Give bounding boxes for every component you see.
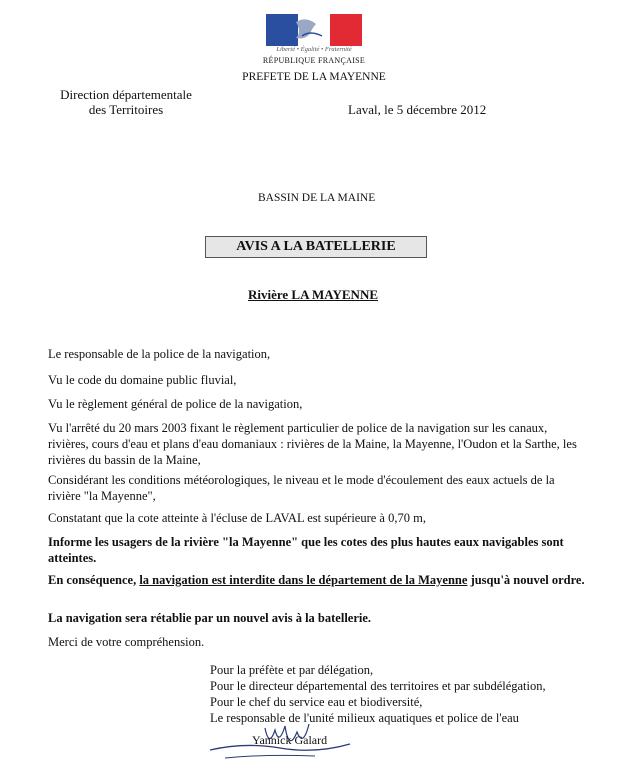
signature-line2: Pour le directeur départemental des territoires et par subdélégation, <box>210 679 546 693</box>
paragraph-conditions: Considérant les conditions météorologiques, le niveau et le mode d'écoulement des eaux actuels de la rivière "la Mayenne", <box>48 473 555 503</box>
paragraph-consequence <box>48 572 590 588</box>
paragraph-code: Vu le code du domaine public fluvial, <box>48 373 237 387</box>
document-date: Laval, le 5 décembre 2012 <box>348 102 487 117</box>
paragraph-arrete: Vu l'arrêté du 20 mars 2003 fixant le règlement particulier de police de la navigation sur les canaux, rivières, cours d'eau et plans d'eau domaniaux : rivières de la Maine, la Mayenne, l'Oudon et la Sarthe, les rivières du bassin de la Maine, <box>48 421 577 467</box>
river-heading: Rivière LA MAYENNE <box>248 287 378 302</box>
signature-line4: Le responsable de l'unité milieux aquatiques et police de l'eau <box>210 711 519 725</box>
republic-text: RÉPUBLIQUE FRANÇAISE <box>262 56 366 65</box>
motto-text: Liberté • Égalité • Fraternité <box>276 46 352 53</box>
paragraph-reglement: Vu le règlement général de police de la navigation, <box>48 397 303 411</box>
paragraph-informe: Informe les usagers de la rivière "la Mayenne" que les cotes des plus hautes eaux navigables sont atteintes. <box>48 535 564 565</box>
paragraph-merci: Merci de votre compréhension. <box>48 635 205 649</box>
paragraph-cote: Constatant que la cote atteinte à l'écluse de LAVAL est supérieure à 0,70 m, <box>48 511 426 525</box>
prefecture-text: PREFETE DE LA MAYENNE <box>242 71 386 83</box>
notice-title: AVIS A LA BATELLERIE <box>205 236 427 258</box>
basin-heading: BASSIN DE LA MAINE <box>258 192 376 204</box>
consequence-underlined: la navigation est interdite dans le département de la Mayenne <box>139 573 468 587</box>
consequence-prefix: En conséquence, <box>48 573 140 587</box>
paragraph-retablie: La navigation sera rétablie par un nouvel avis à la batellerie. <box>48 611 372 625</box>
direction-line2: des Territoires <box>88 102 164 117</box>
signature-block <box>210 662 610 726</box>
signature-line1: Pour la préfète et par délégation, <box>210 663 374 677</box>
direction-line1: Direction départementale <box>60 87 192 102</box>
marianne-logo <box>266 14 362 46</box>
signature-line3: Pour le chef du service eau et biodiversité, <box>210 695 423 709</box>
signatory-name: Yannick Galard <box>252 733 328 747</box>
direction-block <box>55 87 197 117</box>
consequence-suffix: jusqu'à nouvel ordre. <box>467 573 585 587</box>
paragraph-intro: Le responsable de la police de la navigation, <box>48 347 271 361</box>
